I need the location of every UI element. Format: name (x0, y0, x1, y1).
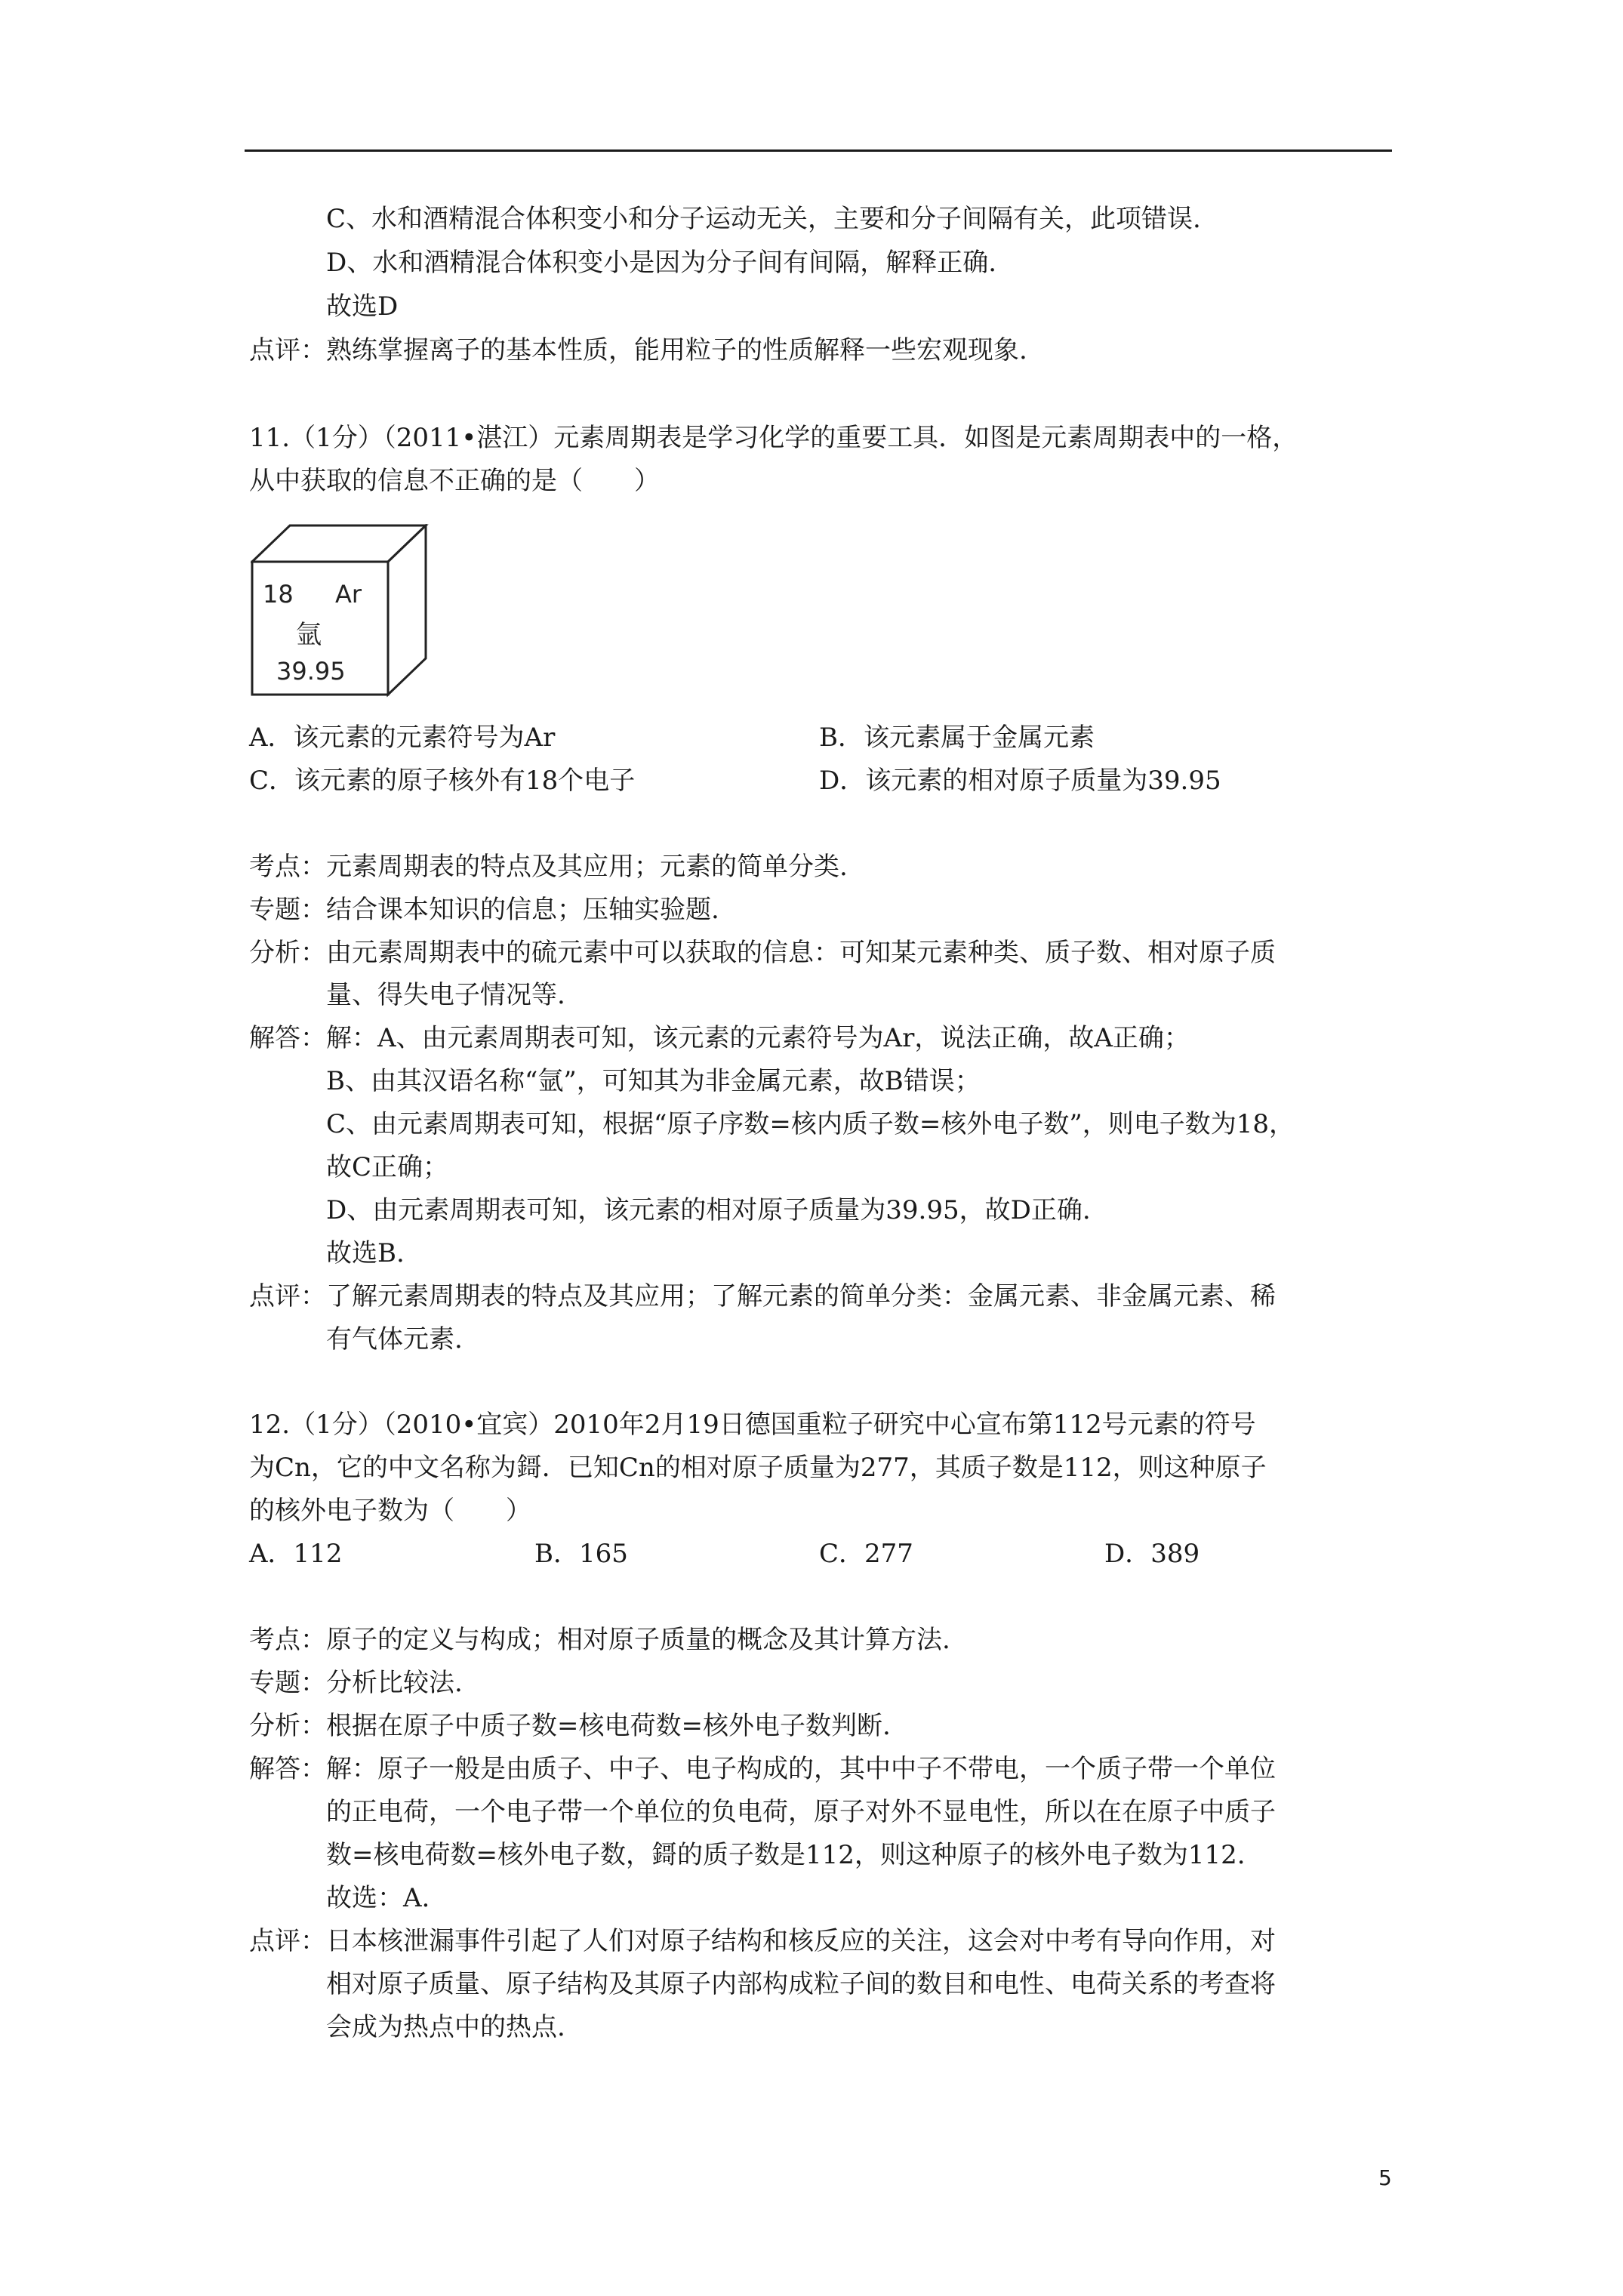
header-rule (245, 149, 1392, 152)
q11-jieda-line6: 故选B. (326, 1238, 405, 1268)
q12-jieda-label: 解答： (249, 1754, 326, 1784)
cell-symbol: Ar (335, 580, 362, 609)
q11-fenxi-label: 分析： (249, 938, 326, 968)
q11-zhuanti: 结合课本知识的信息；压轴实验题. (326, 895, 719, 925)
q11-jieda-line5: D、由元素周期表可知，该元素的相对原子质量为39.95，故D正确. (326, 1195, 1091, 1225)
q11-option-d: D．该元素的相对原子质量为39.95 (819, 766, 1221, 796)
q12-stem-line3: 的核外电子数为（ ） (249, 1496, 531, 1526)
q12-dianping-line1: 日本核泄漏事件引起了人们对原子结构和核反应的关注，这会对中考有导向作用，对 (326, 1926, 1276, 1956)
q11-stem-line2: 从中获取的信息不正确的是（ ） (249, 466, 660, 496)
q12-jieda-line3: 数=核电荷数=核外电子数，鎶的质子数是112，则这种原子的核外电子数为112. (326, 1840, 1246, 1870)
q12-option-d: D．389 (1104, 1539, 1200, 1569)
q11-zhuanti-label: 专题： (249, 895, 326, 925)
q12-option-c: C．277 (819, 1539, 913, 1569)
q12-dianping-label: 点评： (249, 1926, 326, 1956)
answer-choice: 故选D (326, 291, 399, 322)
q12-fenxi: 根据在原子中质子数=核电荷数=核外电子数判断. (326, 1711, 891, 1741)
q11-fenxi-line1: 由元素周期表中的硫元素中可以获取的信息：可知某元素种类、质子数、相对原子质 (326, 938, 1276, 968)
q11-option-a: A．该元素的元素符号为Ar (249, 723, 556, 753)
q11-jieda-line1: 解：A、由元素周期表可知，该元素的元素符号为Ar，说法正确，故A正确； (326, 1023, 1190, 1053)
q12-jieda-line4: 故选：A. (326, 1883, 430, 1913)
cell-element-name: 氩 (296, 620, 322, 650)
comment-label: 点评： (249, 335, 326, 365)
q12-option-b: B．165 (534, 1539, 628, 1569)
q11-kaodian-label: 考点： (249, 852, 326, 882)
comment-text: 熟练掌握离子的基本性质，能用粒子的性质解释一些宏观现象. (326, 335, 1027, 365)
q11-dianping-label: 点评： (249, 1281, 326, 1311)
q11-stem-line1: 11.（1分）（2011•湛江）元素周期表是学习化学的重要工具．如图是元素周期表中的一格， (249, 423, 1298, 453)
q12-kaodian: 原子的定义与构成；相对原子质量的概念及其计算方法. (326, 1625, 950, 1655)
q11-fenxi-line2: 量、得失电子情况等. (326, 980, 565, 1010)
q11-jieda-line3: C、由元素周期表可知，根据“原子序数=核内质子数=核外电子数”，则电子数为18， (326, 1109, 1295, 1139)
q12-zhuanti: 分析比较法. (326, 1668, 463, 1698)
q11-jieda-label: 解答： (249, 1023, 326, 1053)
cell-atomic-mass: 39.95 (276, 657, 346, 686)
q12-dianping-line3: 会成为热点中的热点. (326, 2012, 565, 2042)
q11-option-b: B．该元素属于金属元素 (819, 723, 1095, 753)
q12-zhuanti-label: 专题： (249, 1668, 326, 1698)
answer-line-d: D、水和酒精混合体积变小是因为分子间有间隔，解释正确. (326, 248, 997, 278)
cell-atomic-number: 18 (263, 580, 294, 609)
q12-option-a: A．112 (249, 1539, 343, 1569)
q11-jieda-line4: 故C正确； (326, 1152, 449, 1182)
q12-jieda-line1: 解：原子一般是由质子、中子、电子构成的，其中中子不带电，一个质子带一个单位 (326, 1754, 1276, 1784)
q11-dianping-line1: 了解元素周期表的特点及其应用；了解元素的简单分类：金属元素、非金属元素、稀 (326, 1281, 1276, 1311)
q12-jieda-line2: 的正电荷，一个电子带一个单位的负电荷，原子对外不显电性，所以在在原子中质子 (326, 1797, 1276, 1827)
periodic-table-cell (251, 524, 432, 701)
periodic-cell-cube (251, 524, 432, 698)
page-number: 5 (1378, 2165, 1392, 2190)
q11-option-c: C．该元素的原子核外有18个电子 (249, 766, 636, 796)
q11-dianping-line2: 有气体元素. (326, 1324, 463, 1354)
q12-fenxi-label: 分析： (249, 1711, 326, 1741)
q12-stem-line2: 为Cn，它的中文名称为鎶．已知Cn的相对原子质量为277，其质子数是112，则这种原子 (249, 1453, 1267, 1483)
q12-dianping-line2: 相对原子质量、原子结构及其原子内部构成粒子间的数目和电性、电荷关系的考查将 (326, 1969, 1276, 1999)
q12-stem-line1: 12.（1分）（2010•宜宾）2010年2月19日德国重粒子研究中心宣布第112号元素的符号 (249, 1410, 1256, 1440)
q11-jieda-line2: B、由其汉语名称“氩”，可知其为非金属元素，故B错误； (326, 1066, 981, 1096)
q12-kaodian-label: 考点： (249, 1625, 326, 1655)
q11-kaodian: 元素周期表的特点及其应用；元素的简单分类. (326, 852, 848, 882)
answer-line-c: C、水和酒精混合体积变小和分子运动无关，主要和分子间隔有关，此项错误. (326, 204, 1201, 234)
